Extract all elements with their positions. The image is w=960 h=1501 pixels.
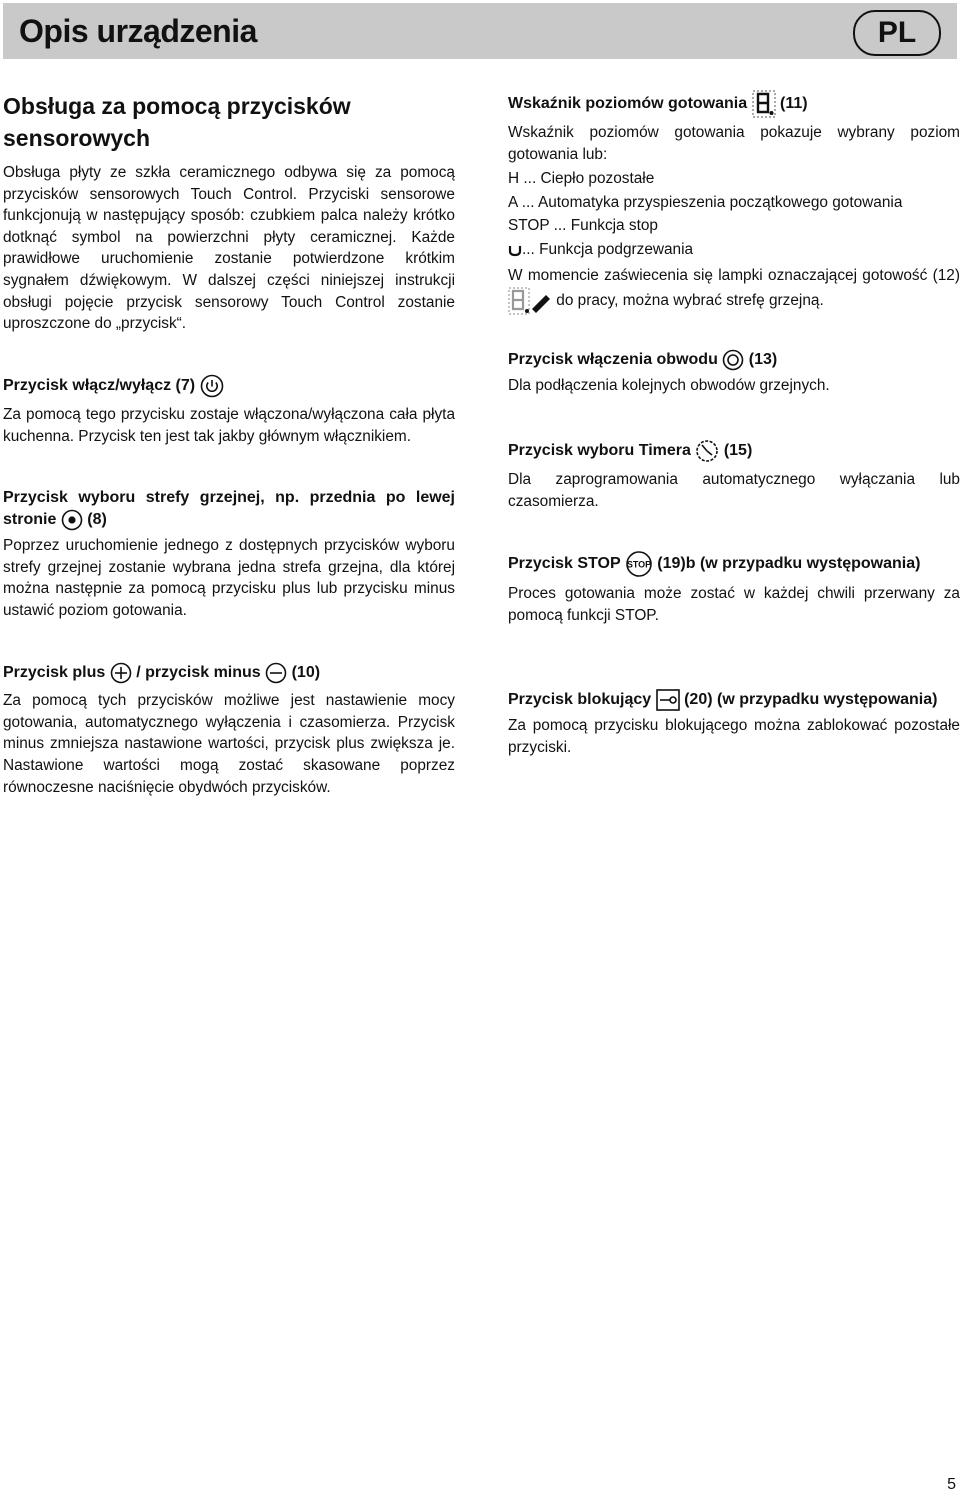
intro-heading: Obsługa za pomocą przycisków sensorowych [3,93,351,151]
lock-heading-number: (20) (w przypadku występowania) [684,691,938,709]
indicator-item-a: A ... Automatyka przyspieszenia początkowego gotowania [508,193,903,211]
power-icon [200,374,224,398]
timer-heading-text: Przycisk wyboru Timera [508,442,691,460]
stop-text: Proces gotowania może zostać w każdej chwili przerwany za pomocą funkcji STOP. [508,585,960,624]
circuit-text: Dla podłączenia kolejnych obwodów grzejnych. [508,377,830,395]
indicator-item-warming [508,238,960,262]
zone-heading-text: Przycisk wyboru strefy grzejnej, np. przednia po lewej stronie [3,489,455,529]
onoff-text: Za pomocą tego przycisku zostaje włączona/wyłączona cała płyta kuchenna. Przycisk ten jest tak jakby głównym włącznikiem. [3,406,455,445]
indicator-item-h: H ... Ciepło pozostałe [508,170,655,188]
timer-icon [695,439,719,463]
timer-section [508,439,960,512]
plus-minus-text: Za pomocą tych przycisków możliwe jest nastawienie mocy gotowania, automatycznego wyłączenia i czasomierza. Przycisk minus zmniejsza nastawione wartości, przycisk plus zwiększa je. Nastawione wartości mogą zostać skasowane poprzez równoczesne naciśnięcie obydwóch przycisków. [3,692,455,796]
indicator-note-text-b: do pracy, można wybrać strefę grzejną. [556,291,824,309]
indicator-list [508,167,960,261]
plus-heading-text: Przycisk plus [3,664,106,682]
indicator-heading-text: Wskaźnik poziomów gotowania [508,95,748,113]
intro-section [3,90,455,335]
zone-section [3,487,455,622]
minus-heading-text: / przycisk minus [136,664,261,682]
key-lock-icon [656,689,680,711]
zone-heading [3,487,455,531]
onoff-heading [3,374,455,398]
seven-segment-display-icon [752,90,776,118]
plus-minus-heading-number: (10) [291,664,321,682]
timer-heading [508,439,960,463]
zone-heading-number: (8) [87,511,107,529]
lock-section [508,689,960,758]
indicator-section [508,90,960,315]
page-number: 5 [947,1476,956,1493]
circuit-heading-text: Przycisk włączenia obwodu [508,351,718,369]
circuit-heading [508,349,960,371]
zone-text: Poprzez uruchomienie jednego z dostępnych przycisków wyboru strefy grzejnej zostanie wybrana jedna strefa grzejna, dla której można następnie za pomocą przycisku plus lub przycisku minus ustawić poziom gotowania. [3,537,455,620]
plus-minus-heading [3,662,455,684]
timer-text: Dla zaprogramowania automatycznego wyłączania lub czasomierza. [508,471,960,510]
intro-text: Obsługa płyty ze szkła ceramicznego odbywa się za pomocą przycisków sensorowych Touch Control. Przyciski sensorowe funkcjonują w następujący sposób: czubkiem palca należy krótko dotknąć symbol na powierzchni płyty ceramicznej. Każde prawidłowe uruchomienie zostanie potwierdzone krótkim sygnałem dźwiękowym. W dalszej części niniejszej instrukcji obsługi pojęcie przycisk sensorowy Touch Control zostanie uproszczone do „przycisk“. [3,164,455,333]
stop-heading [508,551,960,577]
lock-text: Za pomocą przycisku blokującego można zablokować pozostałe przyciski. [508,717,960,756]
indicator-item-warming-text: ... Funkcja podgrzewania [522,240,694,258]
indicator-note-text-a: W momencie zaświecenia się lampki oznaczającej gotowość (12) [508,267,960,285]
page-title: Opis urządzenia [19,13,257,49]
lock-heading-text: Przycisk blokujący [508,691,652,709]
indicator-text: Wskaźnik poziomów gotowania pokazuje wybrany poziom gotowania lub: [508,124,960,163]
onoff-section [3,374,455,447]
stop-section [508,551,960,626]
plus-minus-section [3,662,455,798]
page-header [3,3,957,59]
stop-icon-label: STOP [626,559,651,570]
ready-indicator-icon [508,287,552,315]
indicator-heading [508,90,960,118]
indicator-item-stop: STOP ... Funkcja stop [508,217,658,235]
indicator-note [508,265,960,315]
minus-icon [265,662,287,684]
dual-circuit-icon [722,349,744,371]
circuit-heading-number: (13) [748,351,778,369]
circuit-section [508,349,960,397]
onoff-heading-text: Przycisk włącz/wyłącz (7) [3,377,196,395]
zone-select-icon [61,509,83,531]
stop-heading-text: Przycisk STOP [508,555,621,573]
plus-icon [110,662,132,684]
timer-heading-number: (15) [723,442,753,460]
lock-heading [508,689,960,711]
language-badge: PL [853,10,941,56]
warming-icon [508,243,522,257]
indicator-heading-number: (11) [780,95,808,113]
stop-heading-number: (19)b (w przypadku występowania) [657,555,921,573]
stop-icon [625,551,653,577]
